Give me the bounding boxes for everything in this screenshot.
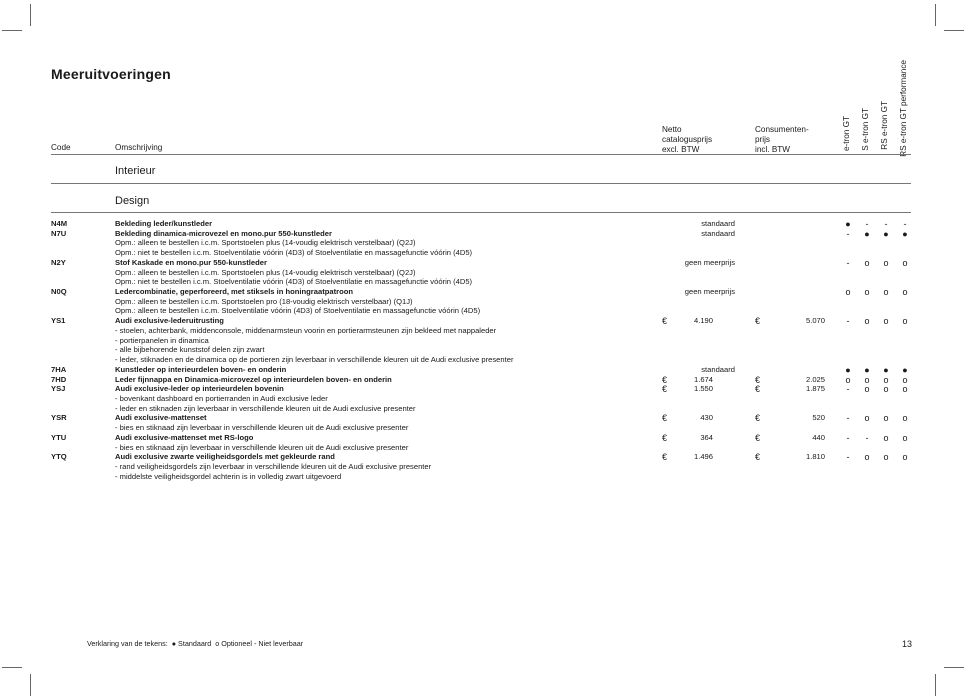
option-code: YTU [51,432,67,442]
option-row [51,384,913,394]
availability-mark: o [864,384,870,395]
option-row [51,229,913,239]
option-code: YTQ [51,452,67,462]
option-code: 7HD [51,374,67,384]
price-consumer: 1.875 [805,384,825,394]
option-row [51,452,913,462]
header-model: S e-tron GT [861,108,870,151]
option-note-row [51,345,913,355]
option-description: Audi exclusive-mattenset met RS-logo [115,432,254,442]
price-net: 1.674 [693,374,713,384]
option-row [51,365,913,375]
option-note-row [51,472,913,482]
option-description: - bies en stiknaad zijn leverbaar in verschillende kleuren uit de Audi exclusive presenter [115,442,409,452]
price-net: 1.496 [693,452,713,462]
option-row [51,258,913,268]
euro-sign: € [755,452,761,463]
euro-sign: € [755,374,761,385]
euro-sign: € [662,374,668,385]
legend [87,639,303,648]
availability-mark: o [883,374,889,385]
option-description: - stoelen, achterbank, middenconsole, middenarmsteun voorin en portierarmsteunen zijn bekleed met nappaleder [115,325,497,335]
option-description: Ledercombinatie, geperforeerd, met stiksels in honingraatpatroon [115,287,353,297]
crop-mark [30,4,31,26]
option-row [51,316,913,326]
availability-mark: - [865,432,869,443]
price-net: 364 [700,432,713,442]
option-description: - leder en stiknaden zijn leverbaar in verschillende kleuren uit de Audi exclusive presenter [115,403,416,413]
availability-mark: o [883,287,889,298]
availability-mark: o [864,413,870,424]
option-description: Leder fijnnappa en Dinamica-microvezel op interieurdelen boven- en onderin [115,374,392,384]
euro-sign: € [662,413,668,424]
availability-mark: - [846,452,850,463]
header-model: RS e-tron GT [880,101,889,150]
option-description: Opm.: alleen te bestellen i.c.m. Sportstoelen plus (14-voudig elektrisch verstelbaar) (Q2J) [115,267,416,277]
header-consumenten-line: prijs [755,135,771,144]
availability-mark: o [902,432,908,443]
option-note-row [51,336,913,346]
option-description: Opm.: niet te bestellen i.c.m. Stoelventilatie vóórin (4D3) of Stoelventilatie en massagefunctie vóórin (4D5) [115,248,473,258]
header-model: e-tron GT [842,116,851,152]
option-row [51,433,913,443]
price-standard: standaard [701,219,735,228]
option-note-row [51,326,913,336]
availability-mark: - [846,384,850,395]
header-netto-line: Netto [662,125,682,134]
option-row [51,413,913,423]
price-standard: standaard [701,228,735,238]
option-note-row [51,394,913,404]
price-standard: geen meerprijs [684,287,735,297]
option-code: YSJ [51,384,66,394]
crop-mark [30,674,31,696]
header-divider [51,154,911,155]
crop-mark [935,674,936,696]
availability-mark: ● [845,364,851,375]
price-consumer: 1.810 [805,452,825,462]
availability-mark: o [902,316,908,327]
availability-mark: o [845,374,851,385]
price-consumer: 5.070 [805,316,825,326]
option-row [51,219,913,229]
availability-mark: - [865,219,869,229]
option-description: - middelste veiligheidsgordel achterin is in volledig zwart uitgevoerd [115,471,342,481]
availability-mark: ● [864,364,870,375]
header-consumenten [755,125,809,155]
option-description: Bekleding dinamica-microvezel en mono.pur 550-kunstleder [115,228,332,238]
option-note-row [51,238,913,248]
option-note-row [51,306,913,316]
option-description: Opm.: alleen te bestellen i.c.m. Sportstoelen plus (14-voudig elektrisch verstelbaar) (Q2J) [115,238,416,248]
option-note-row [51,268,913,278]
option-description: Kunstleder op interieurdelen boven- en onderin [115,364,287,374]
section-divider [51,212,911,213]
price-consumer: 520 [812,413,825,423]
legend-optional: o Optioneel [215,639,252,648]
option-description: Audi exclusive-lederuitrusting [115,316,224,326]
option-code: N2Y [51,257,66,267]
price-consumer: 2.025 [805,374,825,384]
availability-mark: o [883,257,889,268]
section-design: Design [115,195,150,207]
option-description: Audi exclusive-mattenset [115,413,207,423]
availability-mark: o [902,374,908,385]
availability-mark: o [902,384,908,395]
availability-mark: - [903,219,907,229]
option-note-row [51,277,913,287]
option-code: YSR [51,413,67,423]
option-note-row [51,462,913,472]
legend-standard: ● Standaard [171,639,212,648]
legend-not-available: - Niet leverbaar [254,639,304,648]
availability-mark: o [883,316,889,327]
euro-sign: € [755,384,761,395]
option-description: Opm.: alleen te bestellen i.c.m. Sportstoelen pro (18-voudig elektrisch verstelbaar) (Q1J) [115,296,413,306]
availability-mark: o [864,374,870,385]
availability-mark: o [883,384,889,395]
availability-mark: ● [883,228,889,239]
crop-mark [2,667,22,668]
option-row [51,375,913,385]
option-note-row [51,404,913,414]
price-net: 1.550 [693,384,713,394]
header-model: RS e-tron GT performance [899,60,908,157]
euro-sign: € [662,432,668,443]
euro-sign: € [662,316,668,327]
availability-mark: o [864,452,870,463]
availability-mark: o [864,257,870,268]
option-code: N7U [51,228,67,238]
option-description: - bies en stiknaad zijn leverbaar in verschillende kleuren uit de Audi exclusive presenter [115,423,409,433]
availability-mark: o [883,452,889,463]
option-note-row [51,355,913,365]
option-code: 7HA [51,364,67,374]
euro-sign: € [662,452,668,463]
header-code: Code [51,143,71,152]
price-standard: standaard [701,364,735,374]
availability-mark: ● [902,228,908,239]
euro-sign: € [755,413,761,424]
availability-mark: - [846,257,850,268]
header-netto-line: excl. BTW [662,145,700,154]
option-description: - leder, stiknaden en de dinamica op de portieren zijn leverbaar in verschillende kleuren uit de Audi exclusive presenter [115,355,514,365]
section-interieur: Interieur [115,165,156,177]
crop-mark [944,667,964,668]
option-note-row [51,443,913,453]
option-description: Opm.: alleen te bestellen i.c.m. Stoelventilatie vóórin (4D3) of Stoelventilatie en massagefunctie vóórin (4D5) [115,306,481,316]
legend-label: Verklaring van de tekens: [87,639,168,648]
option-description: Bekleding leder/kunstleder [115,219,213,228]
availability-mark: - [846,432,850,443]
availability-mark: ● [864,228,870,239]
option-description: Stof Kaskade en mono.pur 550-kunstleder [115,257,267,267]
availability-mark: o [902,287,908,298]
euro-sign: € [755,316,761,327]
availability-mark: o [883,413,889,424]
availability-mark: - [846,228,850,239]
crop-mark [2,30,22,31]
option-description: - alle bijbehorende kunststof delen zijn zwart [115,345,265,355]
price-standard: geen meerprijs [684,257,735,267]
availability-mark: o [902,413,908,424]
option-description: - bovenkant dashboard en portierranden in Audi exclusive leder [115,393,328,403]
page-number: 13 [902,639,913,649]
header-consumenten-line: incl. BTW [755,145,791,154]
option-note-row [51,423,913,433]
availability-mark: o [864,287,870,298]
page-title: Meeruitvoeringen [51,66,171,82]
crop-mark [935,4,936,26]
option-description: Audi exclusive zwarte veiligheidsgordels met gekleurde rand [115,452,335,462]
crop-mark [944,30,964,31]
euro-sign: € [755,432,761,443]
option-code: N4M [51,219,68,228]
option-description: Audi exclusive-leder op interieurdelen bovenin [115,384,284,394]
availability-mark: o [902,452,908,463]
availability-mark: o [902,257,908,268]
option-row [51,287,913,297]
option-note-row [51,248,913,258]
availability-mark: - [846,316,850,327]
header-consumenten-line: Consumenten- [755,125,809,134]
availability-mark: o [845,287,851,298]
option-code: YS1 [51,316,66,326]
option-description: - portierpanelen in dinamica [115,335,209,345]
availability-mark: ● [902,364,908,375]
availability-mark: ● [883,364,889,375]
availability-mark: o [883,432,889,443]
header-netto [662,125,712,155]
option-code: N0Q [51,287,67,297]
option-description: Opm.: niet te bestellen i.c.m. Stoelventilatie vóórin (4D3) of Stoelventilatie en massagefunctie vóórin (4D5) [115,277,473,287]
option-description: - rand veiligheidsgordels zijn leverbaar in verschillende kleuren uit de Audi exclusive presenter [115,462,432,471]
availability-mark: - [884,219,888,229]
euro-sign: € [662,384,668,395]
availability-mark: o [864,316,870,327]
section-divider [51,183,911,184]
availability-mark: - [846,413,850,424]
price-net: 430 [700,413,713,423]
header-netto-line: catalogusprijs [662,135,713,144]
option-note-row [51,297,913,307]
price-net: 4.190 [693,316,713,326]
availability-mark: ● [845,219,851,229]
price-consumer: 440 [812,432,825,442]
header-omschrijving: Omschrijving [115,143,163,152]
